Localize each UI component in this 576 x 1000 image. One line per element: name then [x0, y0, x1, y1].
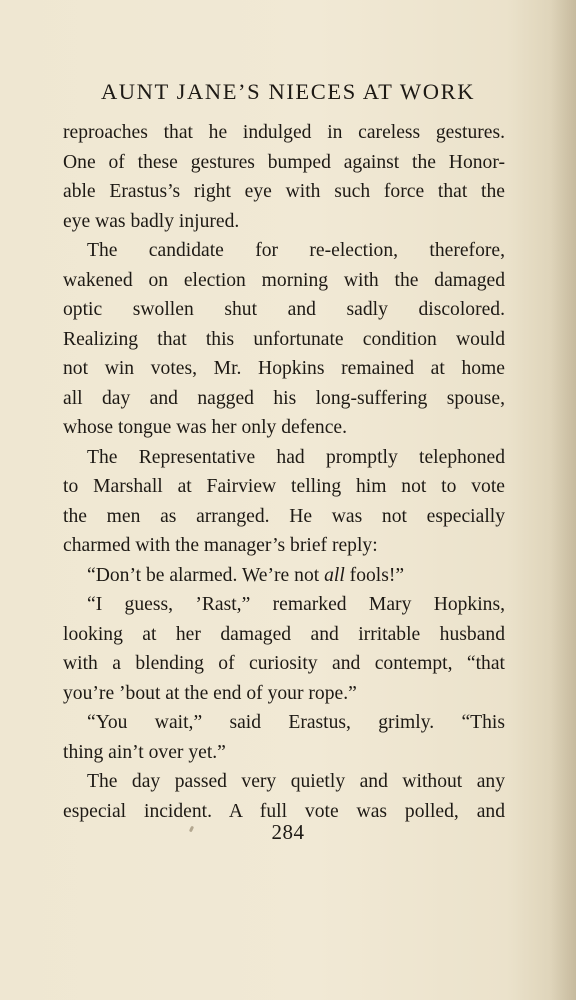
text-line: charmed with the manager’s brief reply:	[63, 535, 378, 556]
text-line: wakened on election morning with the damaged	[63, 269, 505, 291]
text-line: “You wait,” said Erastus, grimly. “This	[87, 712, 505, 733]
page-edge-shadow	[550, 0, 576, 1000]
text-line: thing ain’t over yet.”	[63, 741, 226, 763]
text-line: The Representative had promptly telephoned	[87, 446, 505, 468]
text-line: Realizing that this unfortunate condition would	[63, 328, 505, 350]
text-line: able Erastus’s right eye with such force that the	[63, 181, 505, 202]
text-line: eye was badly injured.	[63, 210, 240, 232]
text-line: “I guess, ’Rast,” remarked Mary Hopkins,	[87, 594, 505, 615]
text-line: to Marshall at Fairview telling him not to vote	[63, 476, 505, 497]
text-line: The day passed very quietly and without any	[87, 771, 505, 792]
text-line: reproaches that he indulged in careless gestures.	[63, 122, 505, 143]
text-line	[63, 561, 505, 591]
running-head: AUNT JANE’S NIECES AT WORK	[100, 79, 476, 104]
text-line: not win votes, Mr. Hopkins remained at home	[63, 358, 505, 379]
text-line: whose tongue was her only defence.	[63, 417, 348, 438]
text-line: you’re ’bout at the end of your rope.”	[63, 682, 357, 704]
text-line: The candidate for re-election, therefore,	[87, 240, 505, 261]
text-line: all day and nagged his long-suffering spouse,	[63, 387, 505, 409]
text-line: looking at her damaged and irritable husband	[63, 623, 505, 645]
text-line: One of these gestures bumped against the Honor-	[63, 151, 505, 173]
page-number: 284	[271, 820, 305, 844]
text-line: with a blending of curiosity and contempt, “that	[63, 653, 505, 674]
text-fragment: “Don’t be alarmed. We’re not	[87, 564, 325, 586]
text-line: the men as arranged. He was not especially	[63, 505, 505, 527]
body-text	[63, 118, 505, 826]
text-line: especial incident. A full vote was polled, and	[63, 800, 505, 822]
text-line: optic swollen shut and sadly discolored.	[63, 299, 505, 320]
text-fragment: fools!”	[344, 564, 405, 586]
italic-word: all	[324, 564, 345, 586]
